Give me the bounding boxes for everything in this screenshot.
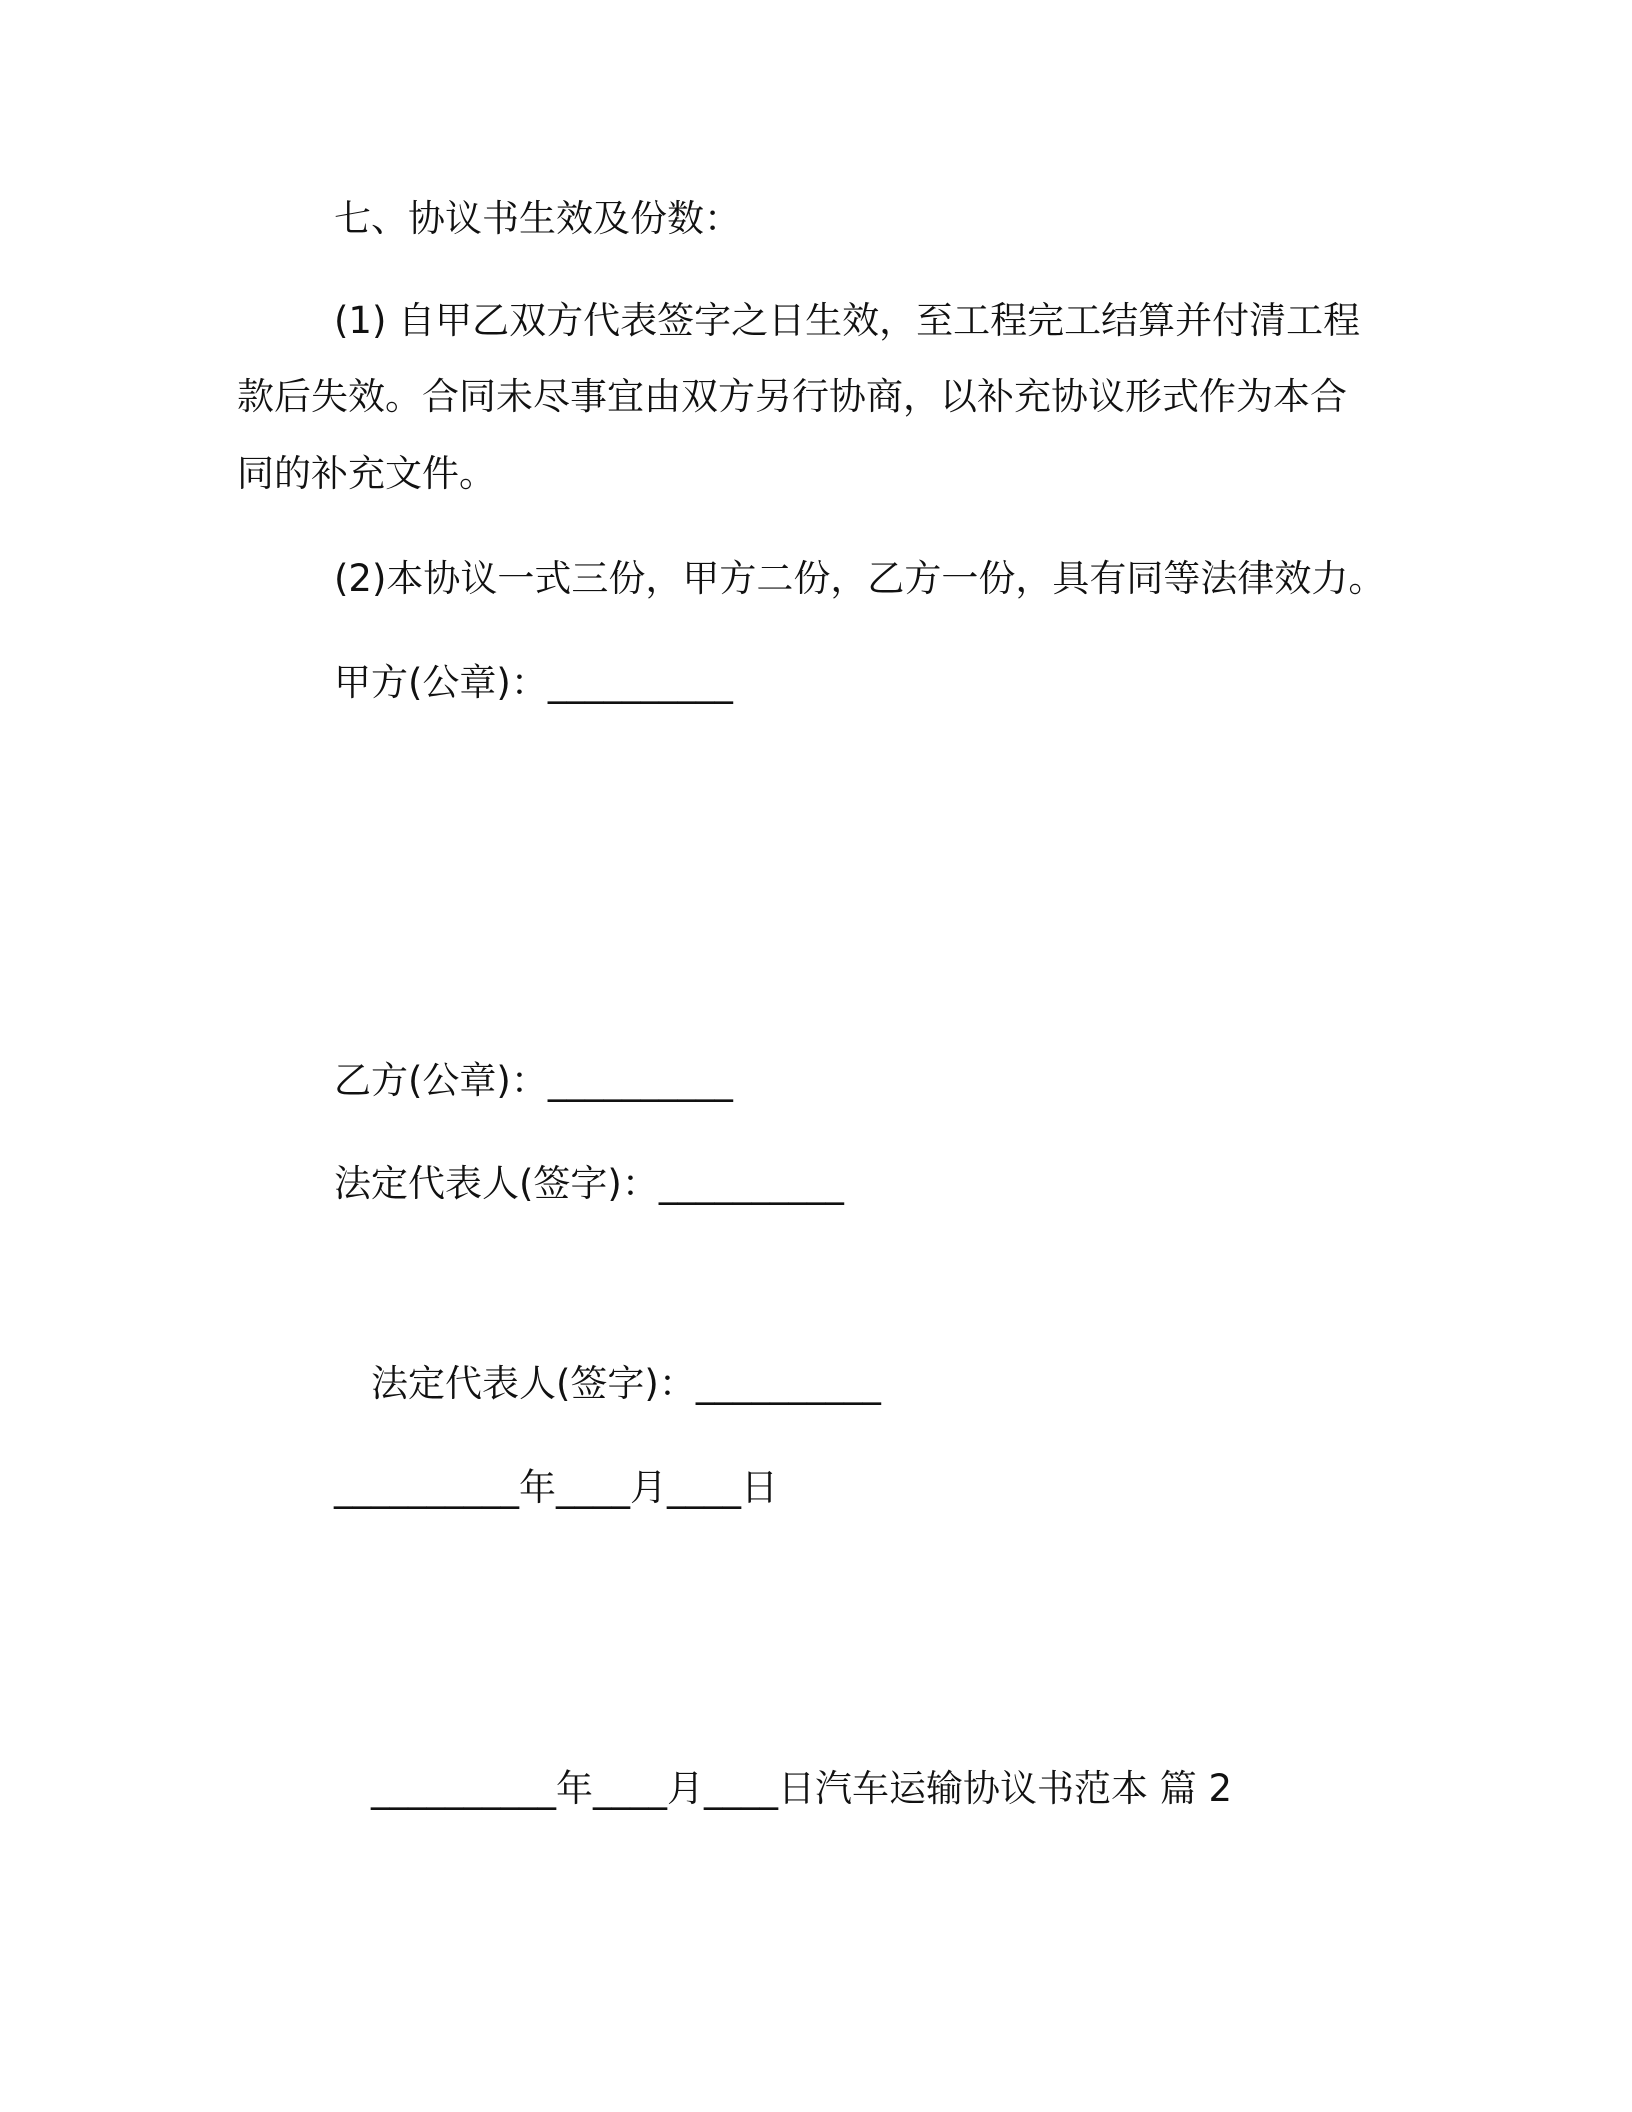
clause-1-line-3: 同的补充文件。 — [237, 452, 496, 495]
party-b-seal-line: 乙方(公章)：__________ — [334, 1059, 733, 1102]
date-line: __________年____月____日 — [334, 1466, 778, 1509]
clause-2: (2)本协议一式三份，甲方二份，乙方一份，具有同等法律效力。 — [334, 557, 1386, 600]
legal-rep-signature-line-1: 法定代表人(签字)：__________ — [334, 1162, 844, 1205]
clause-1-line-1: (1) 自甲乙双方代表签字之日生效，至工程完工结算并付清工程 — [334, 299, 1361, 342]
next-agreement-title: __________年____月____日汽车运输协议书范本 篇 2 — [371, 1767, 1233, 1810]
party-a-seal-line: 甲方(公章)：__________ — [334, 661, 733, 704]
section-heading: 七、协议书生效及份数： — [334, 197, 741, 240]
clause-1-line-2: 款后失效。合同未尽事宜由双方另行协商，以补充协议形式作为本合 — [237, 375, 1347, 418]
legal-rep-signature-line-2: 法定代表人(签字)：__________ — [371, 1362, 881, 1405]
